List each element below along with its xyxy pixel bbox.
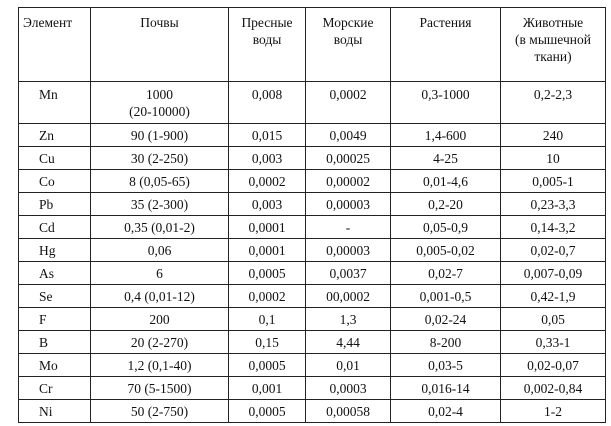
cell-element: Hg [19, 239, 91, 262]
cell-animals: 0,02-0,7 [501, 239, 606, 262]
cell-line: 20 (2-270) [130, 335, 189, 350]
header-line: ткани) [534, 49, 572, 64]
header-line: воды [252, 32, 282, 47]
cell-line: 6 [156, 266, 163, 281]
cell-sea-water: 0,00025 [306, 147, 391, 170]
header-row [19, 8, 606, 82]
cell-fresh-water: 0,001 [229, 377, 306, 400]
cell-sea-water: 0,01 [306, 354, 391, 377]
cell-line: 50 (2-750) [130, 404, 189, 419]
header-soil [91, 8, 229, 82]
cell-element: Cr [19, 377, 91, 400]
cell-sea-water: 4,44 [306, 331, 391, 354]
cell-plants: 0,05-0,9 [391, 216, 501, 239]
cell-soil [91, 308, 229, 331]
cell-line: (20-10000) [129, 104, 190, 119]
cell-animals: 0,02-0,07 [501, 354, 606, 377]
cell-line: 70 (5-1500) [127, 381, 192, 396]
cell-element: F [19, 308, 91, 331]
table-row [19, 262, 606, 285]
cell-element: Mn [19, 82, 91, 124]
cell-sea-water: 00,0002 [306, 285, 391, 308]
cell-fresh-water: 0,0001 [229, 239, 306, 262]
cell-plants: 0,02-24 [391, 308, 501, 331]
cell-soil [91, 193, 229, 216]
cell-sea-water: 0,00003 [306, 193, 391, 216]
cell-animals: 1-2 [501, 400, 606, 423]
cell-plants: 1,4-600 [391, 124, 501, 147]
cell-soil [91, 262, 229, 285]
cell-animals: 0,42-1,9 [501, 285, 606, 308]
cell-soil [91, 147, 229, 170]
cell-fresh-water: 0,008 [229, 82, 306, 124]
cell-sea-water: 0,0002 [306, 82, 391, 124]
cell-animals: 0,007-0,09 [501, 262, 606, 285]
cell-line: 0,35 (0,01-2) [124, 220, 195, 235]
table-row [19, 193, 606, 216]
cell-sea-water: 1,3 [306, 308, 391, 331]
cell-fresh-water: 0,0001 [229, 216, 306, 239]
cell-animals: 0,002-0,84 [501, 377, 606, 400]
cell-line: 0,4 (0,01-12) [124, 289, 195, 304]
table-row [19, 354, 606, 377]
table-row [19, 216, 606, 239]
table-row [19, 400, 606, 423]
table-row [19, 82, 606, 124]
header-animals [501, 8, 606, 82]
cell-line: 1000 [146, 87, 173, 102]
header-fresh-water [229, 8, 306, 82]
cell-element: Cd [19, 216, 91, 239]
cell-plants: 0,02-4 [391, 400, 501, 423]
cell-element: Se [19, 285, 91, 308]
header-element [19, 8, 91, 82]
cell-line: 90 (1-900) [130, 128, 189, 143]
header-line: (в мышечной [515, 32, 591, 47]
cell-animals: 10 [501, 147, 606, 170]
header-line: Растения [419, 15, 472, 30]
table-row [19, 331, 606, 354]
table-body [19, 82, 606, 423]
cell-animals: 0,005-1 [501, 170, 606, 193]
cell-fresh-water: 0,15 [229, 331, 306, 354]
cell-sea-water: 0,0037 [306, 262, 391, 285]
cell-line: 30 (2-250) [130, 151, 189, 166]
cell-fresh-water: 0,0002 [229, 170, 306, 193]
table-row [19, 170, 606, 193]
cell-element: Co [19, 170, 91, 193]
cell-fresh-water: 0,0005 [229, 262, 306, 285]
header-line: Морские [322, 15, 374, 30]
cell-plants: 8-200 [391, 331, 501, 354]
cell-fresh-water: 0,0002 [229, 285, 306, 308]
cell-line: 8 (0,05-65) [129, 174, 190, 189]
cell-line: 200 [149, 312, 170, 327]
cell-plants: 0,03-5 [391, 354, 501, 377]
cell-element: Ni [19, 400, 91, 423]
table-row [19, 377, 606, 400]
element-concentration-table [18, 7, 606, 423]
table-header [19, 8, 606, 82]
cell-soil [91, 354, 229, 377]
header-line: Почвы [140, 15, 179, 30]
header-line: Элемент [23, 15, 73, 30]
header-line: Животные [522, 15, 584, 30]
table-row [19, 308, 606, 331]
table-row [19, 147, 606, 170]
cell-sea-water: 0,00002 [306, 170, 391, 193]
cell-fresh-water: 0,015 [229, 124, 306, 147]
cell-sea-water: - [306, 216, 391, 239]
cell-fresh-water: 0,0005 [229, 400, 306, 423]
cell-element: B [19, 331, 91, 354]
cell-animals: 0,05 [501, 308, 606, 331]
cell-plants: 0,01-4,6 [391, 170, 501, 193]
cell-plants: 0,3-1000 [391, 82, 501, 124]
cell-plants: 0,2-20 [391, 193, 501, 216]
cell-soil [91, 331, 229, 354]
cell-soil [91, 216, 229, 239]
cell-plants: 0,001-0,5 [391, 285, 501, 308]
cell-element: As [19, 262, 91, 285]
cell-sea-water: 0,00058 [306, 400, 391, 423]
cell-fresh-water: 0,003 [229, 147, 306, 170]
cell-element: Cu [19, 147, 91, 170]
cell-soil [91, 377, 229, 400]
cell-soil [91, 285, 229, 308]
cell-line: 1,2 (0,1-40) [127, 358, 192, 373]
cell-plants: 4-25 [391, 147, 501, 170]
cell-animals: 0,33-1 [501, 331, 606, 354]
cell-animals: 0,23-3,3 [501, 193, 606, 216]
cell-sea-water: 0,0003 [306, 377, 391, 400]
cell-soil [91, 124, 229, 147]
cell-fresh-water: 0,003 [229, 193, 306, 216]
table-container [18, 7, 606, 423]
cell-plants: 0,005-0,02 [391, 239, 501, 262]
cell-soil [91, 82, 229, 124]
cell-sea-water: 0,0049 [306, 124, 391, 147]
cell-animals: 240 [501, 124, 606, 147]
cell-animals: 0,2-2,3 [501, 82, 606, 124]
cell-soil [91, 170, 229, 193]
cell-fresh-water: 0,1 [229, 308, 306, 331]
table-row [19, 285, 606, 308]
cell-plants: 0,016-14 [391, 377, 501, 400]
cell-soil [91, 239, 229, 262]
cell-element: Mo [19, 354, 91, 377]
cell-element: Pb [19, 193, 91, 216]
header-line: воды [333, 32, 363, 47]
table-row [19, 124, 606, 147]
cell-line: 35 (2-300) [130, 197, 189, 212]
cell-plants: 0,02-7 [391, 262, 501, 285]
header-plants [391, 8, 501, 82]
cell-element: Zn [19, 124, 91, 147]
header-sea-water [306, 8, 391, 82]
header-line: Пресные [241, 15, 293, 30]
cell-animals: 0,14-3,2 [501, 216, 606, 239]
table-row [19, 239, 606, 262]
cell-sea-water: 0,00003 [306, 239, 391, 262]
cell-soil [91, 400, 229, 423]
cell-line: 0,06 [147, 243, 172, 258]
cell-fresh-water: 0,0005 [229, 354, 306, 377]
